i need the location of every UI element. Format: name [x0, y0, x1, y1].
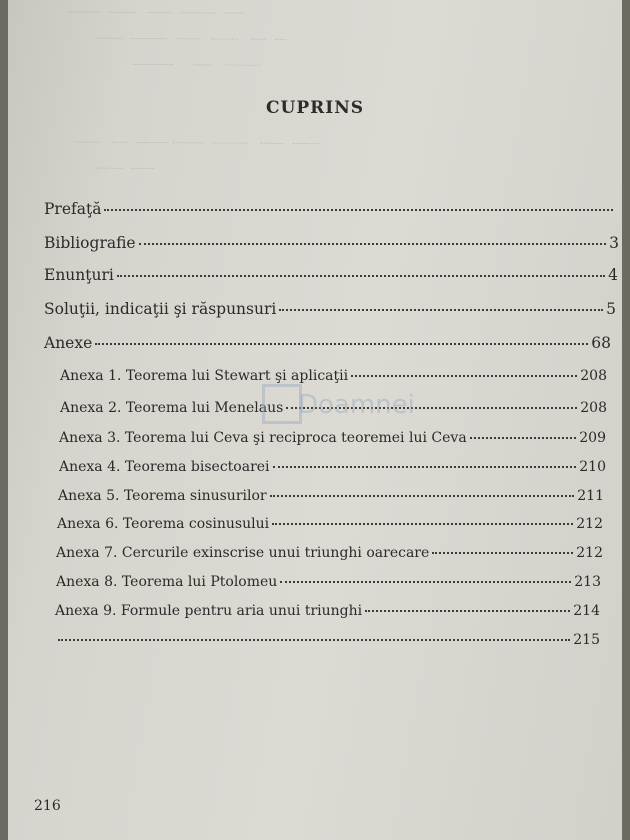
toc-entry-label: Anexa 3. Teorema lui Ceva şi reciproca teoremei lui Ceva: [59, 430, 467, 446]
dot-leader: [104, 193, 613, 211]
toc-entry-solutii: [44, 296, 616, 318]
dot-leader: [432, 538, 573, 554]
toc-entry-label: Anexa 1. Teorema lui Stewart şi aplicaţii: [60, 368, 349, 384]
toc-entry-page: 212: [576, 516, 603, 532]
toc-entry-label: Soluţii, indicaţii şi răspunsuri: [44, 299, 277, 318]
toc-annex-8: [56, 570, 601, 590]
toc-entry-label: Anexa 5. Teorema sinusurilor: [58, 488, 267, 504]
dot-leader: [270, 481, 575, 497]
dot-leader: [139, 227, 607, 245]
toc-annex-9: [55, 599, 600, 619]
toc-entry-label: Anexa 7. Cercurile exinscrise unui triunghi oarecare: [56, 545, 430, 561]
watermark: [260, 380, 415, 430]
toc-entry-bibliografie: [44, 230, 619, 252]
toc-entry-label: Anexa 9. Formule pentru aria unui triunghi: [55, 603, 363, 619]
toc-entry-label: Anexa 2. Teorema lui Menelaus: [60, 400, 284, 416]
watermark-logo-icon: [262, 384, 302, 424]
toc-entry-page: 4: [608, 265, 618, 284]
toc-annex-5: [58, 484, 604, 504]
toc-annex-7: [56, 541, 603, 561]
toc-entry-label: Anexa 4. Teorema bisectoarei: [59, 459, 270, 475]
toc-entry-page: 5: [606, 299, 616, 318]
toc-entry-anexe: [44, 330, 611, 352]
toc-entry-label: Bibliografie: [44, 233, 136, 252]
toc-entry-enunturi: [44, 262, 618, 284]
toc-annex-6: [57, 512, 603, 532]
dot-leader: [95, 327, 588, 345]
dot-leader: [273, 452, 577, 468]
toc-entry-page: 209: [579, 430, 606, 446]
toc-entry-page: 214: [573, 603, 600, 619]
toc-entry-page: 3: [609, 233, 619, 252]
toc-entry-page: 212: [576, 545, 603, 561]
toc-entry-label: Anexa 8. Teorema lui Ptolomeu: [56, 574, 278, 590]
toc-entry-page: 210: [579, 459, 606, 475]
watermark-text: Doamnei: [298, 390, 415, 420]
book-page: [8, 0, 622, 840]
dot-leader: [365, 596, 570, 612]
bleed-through-text: -------- ------- ------ --------- ----- ------- --------- ------ ------- ---- --- ---------- ----- --------- ------ ---- -------- -------- --------- ------ ------- ------- ------: [68, 4, 320, 175]
dot-leader: [279, 293, 603, 311]
toc-entry-label: Prefaţă: [44, 199, 102, 218]
dot-leader: [272, 509, 573, 525]
toc-entry-page: 208: [580, 368, 607, 384]
page-title: CUPRINS: [265, 98, 365, 118]
dot-leader: [280, 567, 571, 583]
toc-entry-page: 211: [577, 488, 604, 504]
toc-entry-label: Anexa 6. Teorema cosinusului: [57, 516, 270, 532]
toc-annex-4: [59, 455, 606, 475]
toc-entry-page: 208: [580, 400, 607, 416]
dot-leader: [58, 625, 570, 641]
toc-entry-page: 215: [573, 632, 600, 648]
toc-entry-page: 68: [591, 333, 611, 352]
dot-leader: [470, 423, 577, 439]
dot-leader: [117, 259, 605, 277]
toc-entry-label: Anexe: [44, 333, 93, 352]
toc-entry-page: 213: [574, 574, 601, 590]
toc-entry-prefata: [44, 196, 616, 218]
page-number: 216: [34, 798, 61, 814]
dot-leader: [351, 361, 577, 377]
toc-entry-label: Enunţuri: [44, 265, 114, 284]
toc-annex-10: [55, 628, 600, 648]
